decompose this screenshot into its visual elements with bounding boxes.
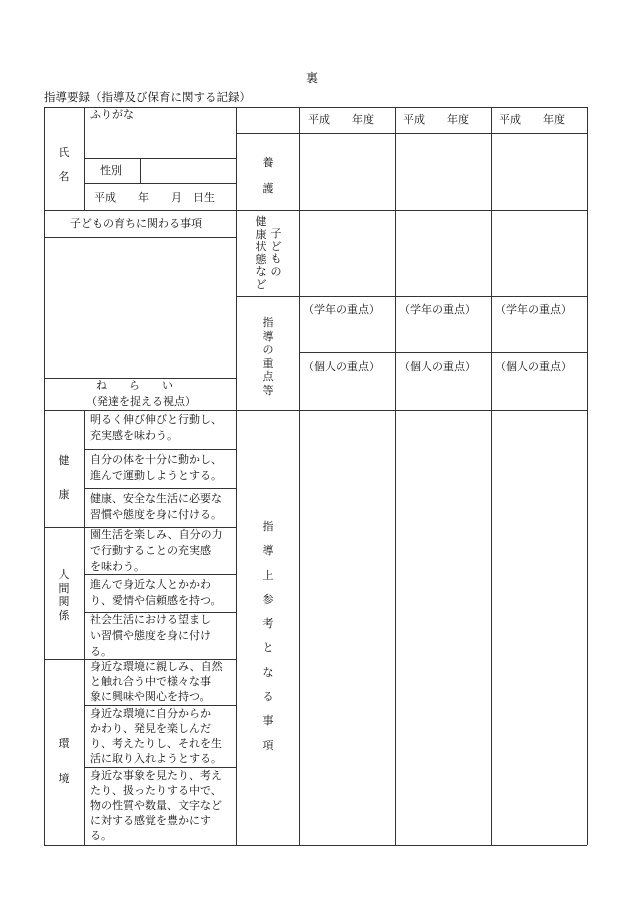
- sex-label: 性別: [100, 164, 122, 177]
- aim-environment-1: 身近な環境に親しみ、自然 と触れ合う中で様々な事 象に興味や関心を持つ。: [90, 660, 223, 703]
- aims-subtitle: （発達を捉える視点）: [86, 395, 196, 408]
- furigana-field[interactable]: ふりがな: [90, 108, 134, 121]
- care-label: 養 護: [262, 156, 274, 195]
- personal-focus-1: （個人の重点）: [303, 360, 380, 373]
- health-status-label: 健 康 状 態 な ど: [255, 215, 267, 291]
- document-title: 指導要録（指導及び保育に関する記録）: [44, 90, 251, 104]
- year-focus-1: （学年の重点）: [303, 303, 380, 316]
- birth-date-field[interactable]: 平成 年 月 日生: [94, 191, 215, 204]
- page-label: 裏: [306, 71, 319, 85]
- reference-matters-label: 指 導 上 参 考 と な る 事 項: [262, 520, 274, 752]
- year-focus-2: （学年の重点）: [399, 303, 476, 316]
- aim-health-3: 健康、安全な生活に必要な 習慣や態度を身に付ける。: [90, 492, 222, 521]
- year-header-1[interactable]: 平成 年度: [308, 113, 374, 126]
- year-focus-3: （学年の重点）: [495, 303, 572, 316]
- aims-title: ね ら い: [96, 379, 173, 392]
- domain-health-label: 健 康: [58, 454, 70, 501]
- domain-environment-label: 環 境: [58, 737, 70, 785]
- personal-focus-2: （個人の重点）: [399, 360, 476, 373]
- guidance-focus-label: 指 導 の 重 点 等: [262, 316, 274, 397]
- growth-matters-header: 子どもの育ちに関わる事項: [70, 217, 202, 230]
- year-header-2[interactable]: 平成 年度: [403, 113, 469, 126]
- year-header-3[interactable]: 平成 年度: [499, 113, 565, 126]
- personal-focus-3: （個人の重点）: [495, 360, 572, 373]
- aim-health-1: 明るく伸び伸びと行動し、 充実感を味わう。: [90, 413, 222, 442]
- aim-environment-2: 身近な環境に自分からか かわり、発見を楽しんだ り、考えたりし、それを生 活に取り入れようとする。: [90, 707, 222, 765]
- aim-environment-3: 身近な事象を見たり、考え たり、扱ったりする中で、 物の性質や数量、文字など に対する感覚を豊かにす る。: [90, 769, 222, 842]
- aim-health-2: 自分の体を十分に動かし、 進んで運動しようとする。: [90, 453, 222, 482]
- domain-relations-label: 人 間 関 係: [58, 568, 70, 622]
- health-status-label-child: 子 ど も の: [270, 227, 282, 278]
- name-label: 氏 名: [58, 146, 70, 183]
- aim-relations-1: 園生活を楽しみ、自分の力 で行動することの充実感 を味わう。: [90, 528, 223, 573]
- aim-relations-2: 進んで身近な人とかかわ り、愛情や信頼感を持つ。: [90, 578, 222, 607]
- aim-relations-3: 社会生活における望まし い習慣や態度を身に付け る。: [90, 613, 211, 658]
